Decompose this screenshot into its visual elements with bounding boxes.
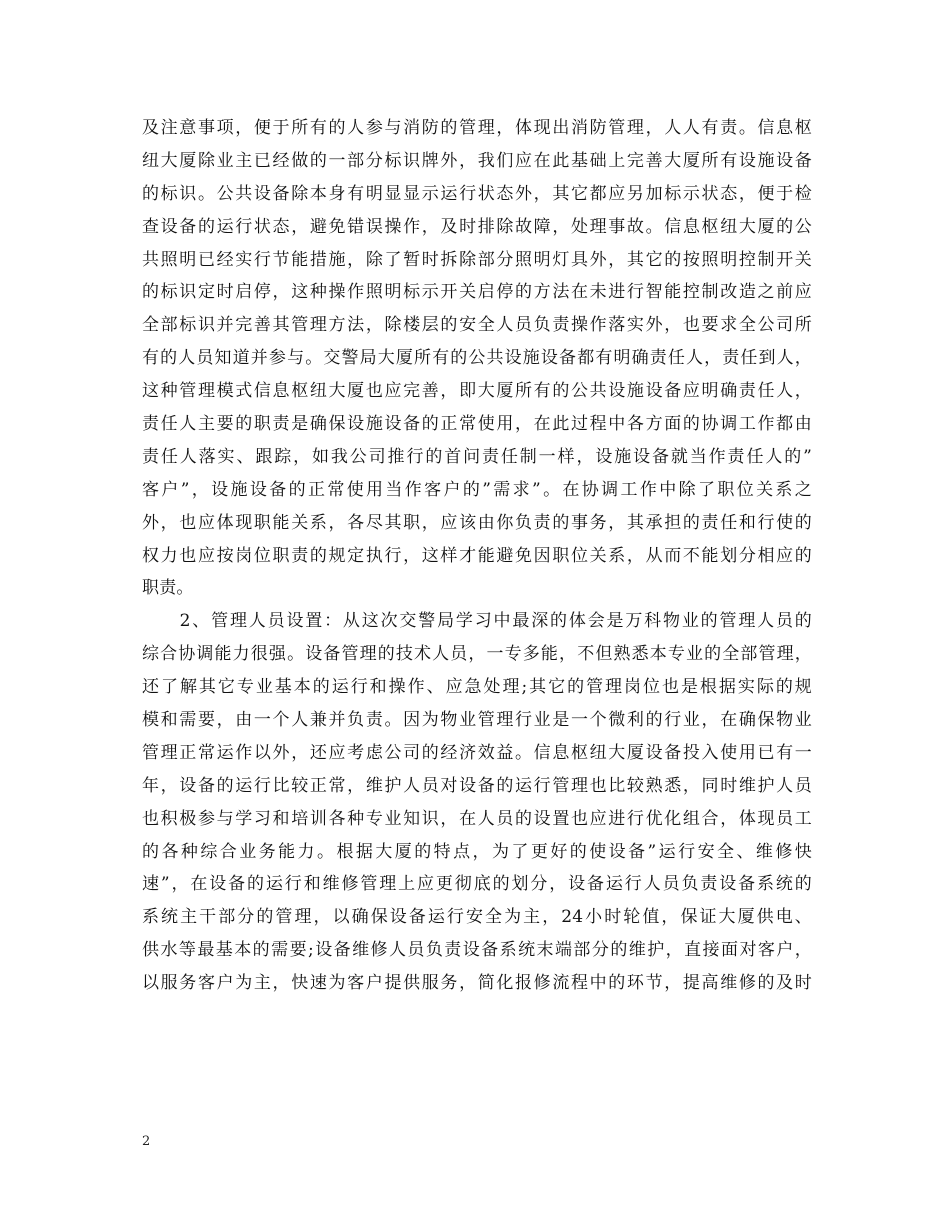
text-line: 权力也应按岗位职责的规定执行，这样才能避免因职位关系，从而不能划分相应的 [142, 545, 812, 566]
text-line: 纽大厦除业主已经做的一部分标识牌外，我们应在此基础上完善大厦所有设施设备 [142, 150, 812, 171]
text-line: 也积极参与学习和培训各种专业知识，在人员的设置也应进行优化组合，体现员工 [142, 808, 812, 829]
text-line: 外，也应体现职能关系，各尽其职，应该由你负责的事务，其承担的责任和行使的 [142, 512, 812, 533]
text-line: 客户”，设施设备的正常使用当作客户的”需求”。在协调工作中除了职位关系之 [142, 479, 812, 500]
text-line: 2、管理人员设置：从这次交警局学习中最深的体会是万科物业的管理人员的 [142, 611, 812, 632]
text-line: 责任人主要的职责是确保设施设备的正常使用，在此过程中各方面的协调工作都由 [142, 414, 812, 435]
text-line: 还了解其它专业基本的运行和操作、应急处理;其它的管理岗位也是根据实际的规 [142, 677, 812, 698]
text-line: 管理正常运作以外，还应考虑公司的经济效益。信息枢纽大厦设备投入使用已有一 [142, 742, 812, 763]
text-line: 年，设备的运行比较正常，维护人员对设备的运行管理也比较熟悉，同时维护人员 [142, 775, 812, 796]
text-line: 速”，在设备的运行和维修管理上应更彻底的划分，设备运行人员负责设备系统的 [142, 874, 812, 895]
text-line: 供水等最基本的需要;设备维修人员负责设备系统末端部分的维护，直接面对客户， [142, 940, 812, 961]
text-line: 责任人落实、跟踪，如我公司推行的首问责任制一样，设施设备就当作责任人的” [142, 446, 812, 467]
text-line: 查设备的运行状态，避免错误操作，及时排除故障，处理事故。信息枢纽大厦的公 [142, 216, 812, 237]
text-line: 的标识。公共设备除本身有明显显示运行状态外，其它都应另加标示状态，便于检 [142, 183, 812, 204]
document-body [142, 112, 812, 1000]
text-line: 模和需要，由一个人兼并负责。因为物业管理行业是一个微利的行业，在确保物业 [142, 710, 812, 731]
text-line: 的标识定时启停，这种操作照明标示开关启停的方法在未进行智能控制改造之前应 [142, 282, 812, 303]
text-line: 系统主干部分的管理，以确保设备运行安全为主，24小时轮值，保证大厦供电、 [142, 907, 812, 928]
text-line: 共照明已经实行节能措施，除了暂时拆除部分照明灯具外，其它的按照明控制开关 [142, 249, 812, 270]
text-line: 及注意事项，便于所有的人参与消防的管理，体现出消防管理，人人有责。信息枢 [142, 118, 812, 138]
text-line: 的各种综合业务能力。根据大厦的特点，为了更好的使设备”运行安全、维修快 [142, 841, 812, 862]
text-line: 综合协调能力很强。设备管理的技术人员，一专多能，不但熟悉本专业的全部管理， [142, 644, 812, 665]
text-line: 以服务客户为主，快速为客户提供服务，简化报修流程中的环节，提高维修的及时 [142, 973, 812, 994]
text-line: 全部标识并完善其管理方法，除楼层的安全人员负责操作落实外，也要求全公司所 [142, 315, 812, 336]
page-number: 2 [142, 1134, 151, 1149]
text-line: 这种管理模式信息枢纽大厦也应完善，即大厦所有的公共设施设备应明确责任人， [142, 381, 812, 402]
text-line: 有的人员知道并参与。交警局大厦所有的公共设施设备都有明确责任人，责任到人， [142, 348, 812, 369]
text-line: 职责。 [142, 578, 194, 599]
